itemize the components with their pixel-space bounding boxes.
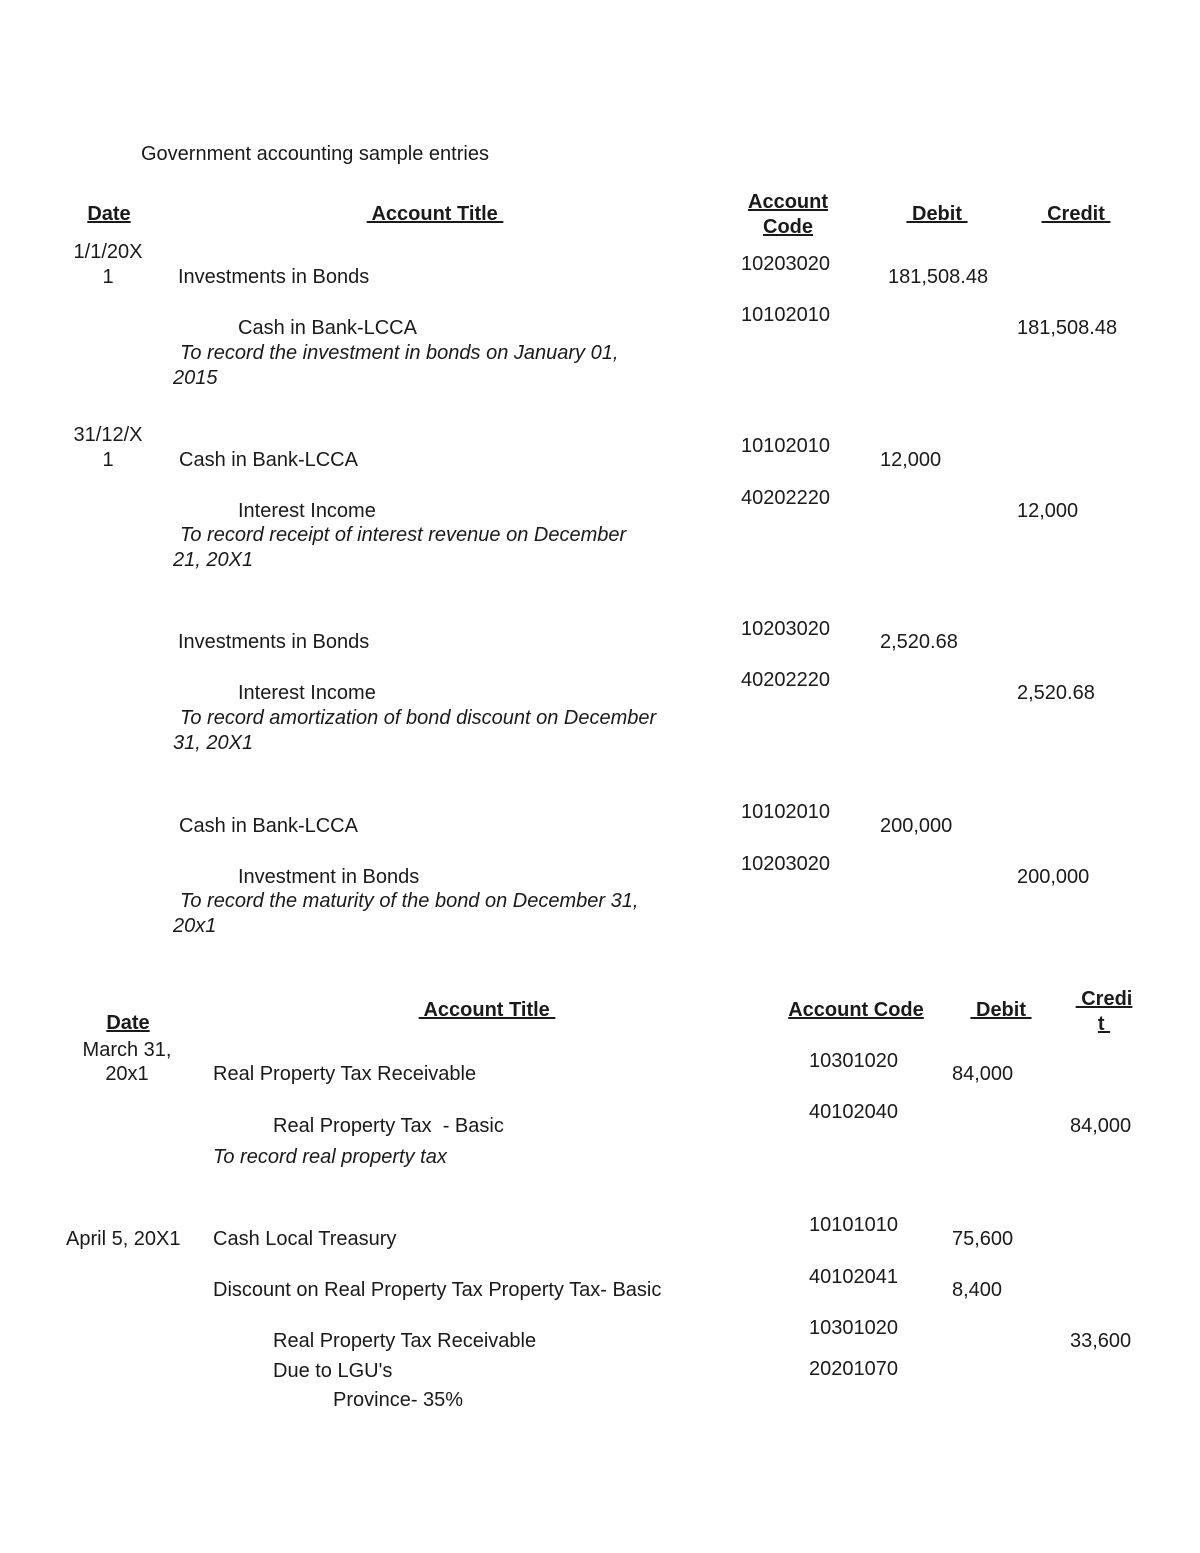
debit-amount: 2,520.68	[880, 631, 958, 653]
debit-amount: 8,400	[952, 1279, 1003, 1301]
sub-item: Province- 35%	[333, 1389, 464, 1411]
debit-amount: 75,600	[952, 1228, 1014, 1250]
account-code-header: Account Code	[788, 999, 924, 1021]
account-code: 40102041	[809, 1266, 898, 1288]
debit-amount: 200,000	[880, 815, 953, 837]
entry-memo-line2: 31, 20X1	[173, 732, 254, 754]
account-code-header-line1: Account	[748, 191, 828, 213]
credit-header: Credit	[1041, 203, 1111, 225]
entry-memo-line1: To record the maturity of the bond on December 31,	[180, 890, 639, 912]
entry-date-line1: March 31,	[82, 1039, 172, 1061]
entry-memo-line2: 21, 20X1	[173, 549, 254, 571]
account-code: 10203020	[741, 253, 830, 275]
account-title-header: Account Title	[418, 999, 556, 1021]
entry-date-line2: 20x1	[105, 1063, 149, 1085]
debit-account-title: Investments in Bonds	[178, 631, 370, 653]
entry-date-line2: 1	[102, 266, 114, 288]
credit-account-title: Investment in Bonds	[238, 866, 420, 888]
account-code: 10101010	[809, 1214, 898, 1236]
account-code-header-line2: Code	[763, 216, 813, 238]
debit-amount: 12,000	[880, 449, 942, 471]
account-code: 40202220	[741, 487, 830, 509]
credit-account-title: Interest Income	[238, 500, 376, 522]
credit-amount: 200,000	[1017, 866, 1090, 888]
entry-date-line1: 31/12/X	[73, 424, 143, 446]
debit-amount: 181,508.48	[888, 266, 989, 288]
credit-header-line1: Credi	[1075, 988, 1133, 1010]
credit-header-line2: t	[1097, 1013, 1111, 1035]
credit-account-title: Real Property Tax - Basic	[273, 1115, 504, 1137]
account-code: 10102010	[741, 304, 830, 326]
entry-memo-line1: To record amortization of bond discount on December	[180, 707, 657, 729]
debit-header: Debit	[970, 999, 1032, 1021]
account-code: 10102010	[741, 801, 830, 823]
account-code: 10102010	[741, 435, 830, 457]
credit-account-title: Due to LGU's	[273, 1360, 393, 1382]
account-title-header: Account Title	[366, 203, 504, 225]
account-code: 20201070	[809, 1358, 898, 1380]
debit-account-title: Cash Local Treasury	[213, 1228, 397, 1250]
credit-amount: 181,508.48	[1017, 317, 1118, 339]
entry-date: April 5, 20X1	[66, 1228, 181, 1250]
credit-amount: 12,000	[1017, 500, 1079, 522]
credit-account-title: Cash in Bank-LCCA	[238, 317, 417, 339]
entry-memo-line2: 20x1	[173, 915, 217, 937]
debit-account-title: Cash in Bank-LCCA	[179, 449, 358, 471]
debit-account-title: Cash in Bank-LCCA	[179, 815, 358, 837]
date-header: Date	[106, 1012, 150, 1034]
entry-memo-line1: To record receipt of interest revenue on December	[180, 524, 627, 546]
date-header: Date	[87, 203, 131, 225]
debit-account-title: Discount on Real Property Tax Property Tax- Basic	[213, 1279, 662, 1301]
account-code: 40102040	[809, 1101, 898, 1123]
credit-account-title: Real Property Tax Receivable	[273, 1330, 537, 1352]
credit-amount: 2,520.68	[1017, 682, 1095, 704]
credit-amount: 33,600	[1070, 1330, 1132, 1352]
debit-account-title: Real Property Tax Receivable	[213, 1063, 477, 1085]
account-code: 10301020	[809, 1050, 898, 1072]
credit-account-title: Interest Income	[238, 682, 376, 704]
entry-date-line2: 1	[102, 449, 114, 471]
account-code: 10301020	[809, 1317, 898, 1339]
debit-header: Debit	[906, 203, 968, 225]
page-title: Government accounting sample entries	[141, 143, 489, 165]
account-code: 10203020	[741, 853, 830, 875]
debit-account-title: Investments in Bonds	[178, 266, 370, 288]
entry-memo: To record real property tax	[213, 1146, 447, 1168]
account-code: 10203020	[741, 618, 830, 640]
entry-date-line1: 1/1/20X	[73, 241, 143, 263]
credit-amount: 84,000	[1070, 1115, 1132, 1137]
debit-amount: 84,000	[952, 1063, 1014, 1085]
account-code: 40202220	[741, 669, 830, 691]
entry-memo-line2: 2015	[173, 367, 218, 389]
entry-memo-line1: To record the investment in bonds on January 01,	[180, 342, 619, 364]
